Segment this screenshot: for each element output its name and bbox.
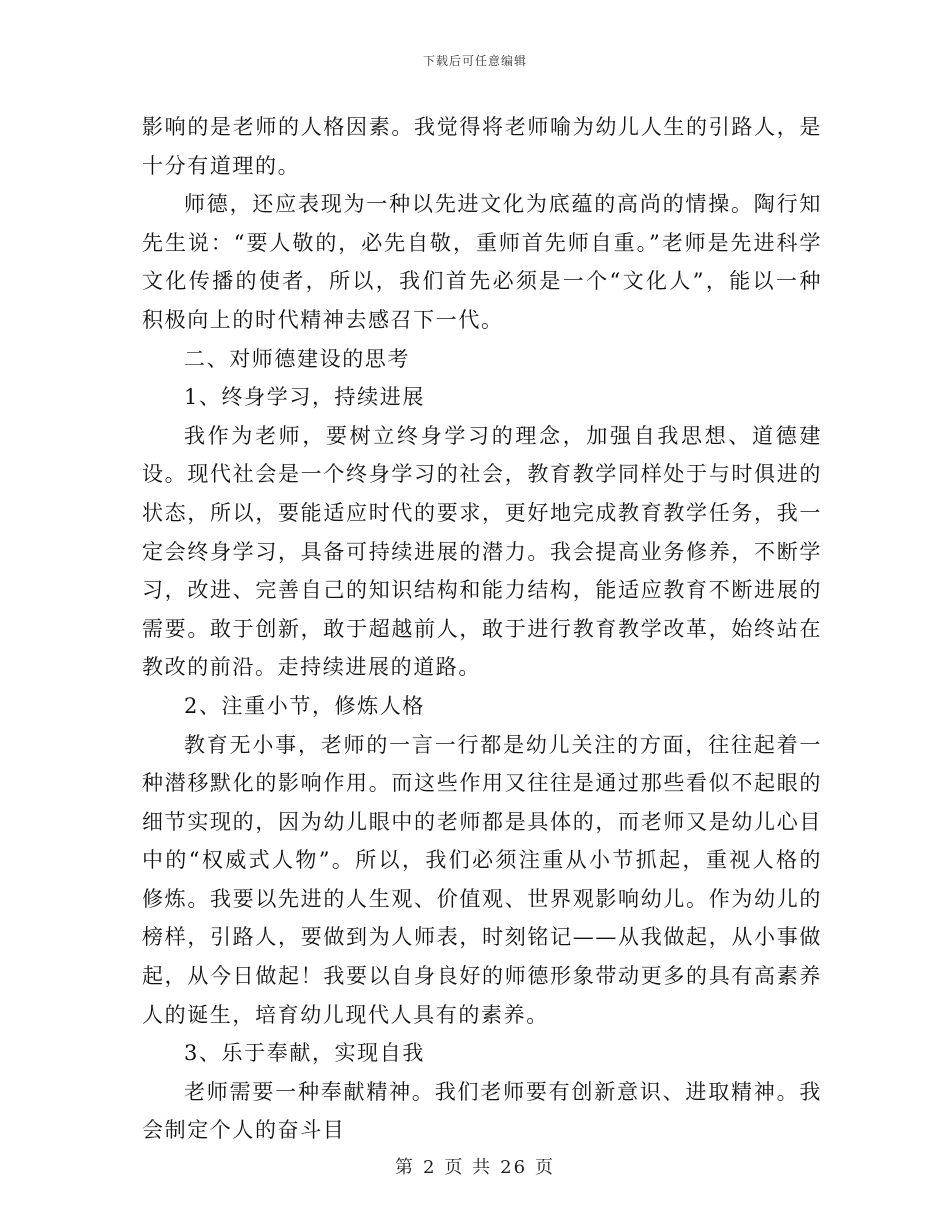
paragraph: 老师需要一种奉献精神。我们老师要有创新意识、进取精神。我会制定个人的奋斗目 xyxy=(142,1079,822,1143)
subsection-heading: 2、注重小节，修炼人格 xyxy=(184,693,425,718)
footer-mid: 页 共 xyxy=(444,1157,493,1178)
paragraph: 教育无小事，老师的一言一行都是幼儿关注的方面，往往起着一种潜移默化的影响作用。而这些作用又往往是通过那些看似不起眼的细节实现的，因为幼儿眼中的老师都是具体的，而老师又是幼儿心目中的“权威式人物”。所以，我们必须注重从小节抓起，重视人格的修炼。我要以先进的人生观、价值观、世界观影响幼儿。作为幼儿的榜样，引路人，要做到为人师表，时刻铭记——从我做起，从小事做起，从今日做起！我要以自身良好的师德形象带动更多的具有高素养人的诞生，培育幼儿现代人具有的素养。 xyxy=(142,732,822,1027)
subsection-heading: 1、终身学习，持续进展 xyxy=(184,385,425,410)
total-page-count: 26 xyxy=(500,1157,528,1178)
section-heading: 二、对师德建设的思考 xyxy=(184,346,410,371)
footer-suffix: 页 xyxy=(535,1157,556,1178)
paragraph: 我作为老师，要树立终身学习的理念，加强自我思想、道德建设。现代社会是一个终身学习的社会，教育教学同样处于与时俱进的状态，所以，要能适应时代的要求，更好地完成教育教学任务，我一定会终身学习，具备可持续进展的潜力。我会提高业务修养，不断学习，改进、完善自己的知识结构和能力结构，能适应教育不断进展的需要。敢于创新，敢于超越前人，敢于进行教育教学改革，始终站在教改的前沿。走持续进展的道路。 xyxy=(142,423,822,680)
document-body xyxy=(142,108,822,1150)
header-note: 下载后可任意编辑 xyxy=(422,54,527,68)
paragraph: 影响的是老师的人格因素。我觉得将老师喻为幼儿人生的引路人，是十分有道理的。 xyxy=(142,115,822,178)
paragraph: 师德，还应表现为一种以先进文化为底蕴的高尚的情操。陶行知先生说：“要人敬的，必先自敬，重师首先师自重。”老师是先进科学文化传播的使者，所以，我们首先必须是一个“文化人”，能以一种积极向上的时代精神去感召下一代。 xyxy=(142,192,822,332)
current-page-number: 2 xyxy=(422,1157,437,1178)
subsection-heading: 3、乐于奉献，实现自我 xyxy=(184,1041,425,1066)
footer-prefix: 第 xyxy=(394,1157,415,1178)
page-footer xyxy=(0,1153,950,1179)
